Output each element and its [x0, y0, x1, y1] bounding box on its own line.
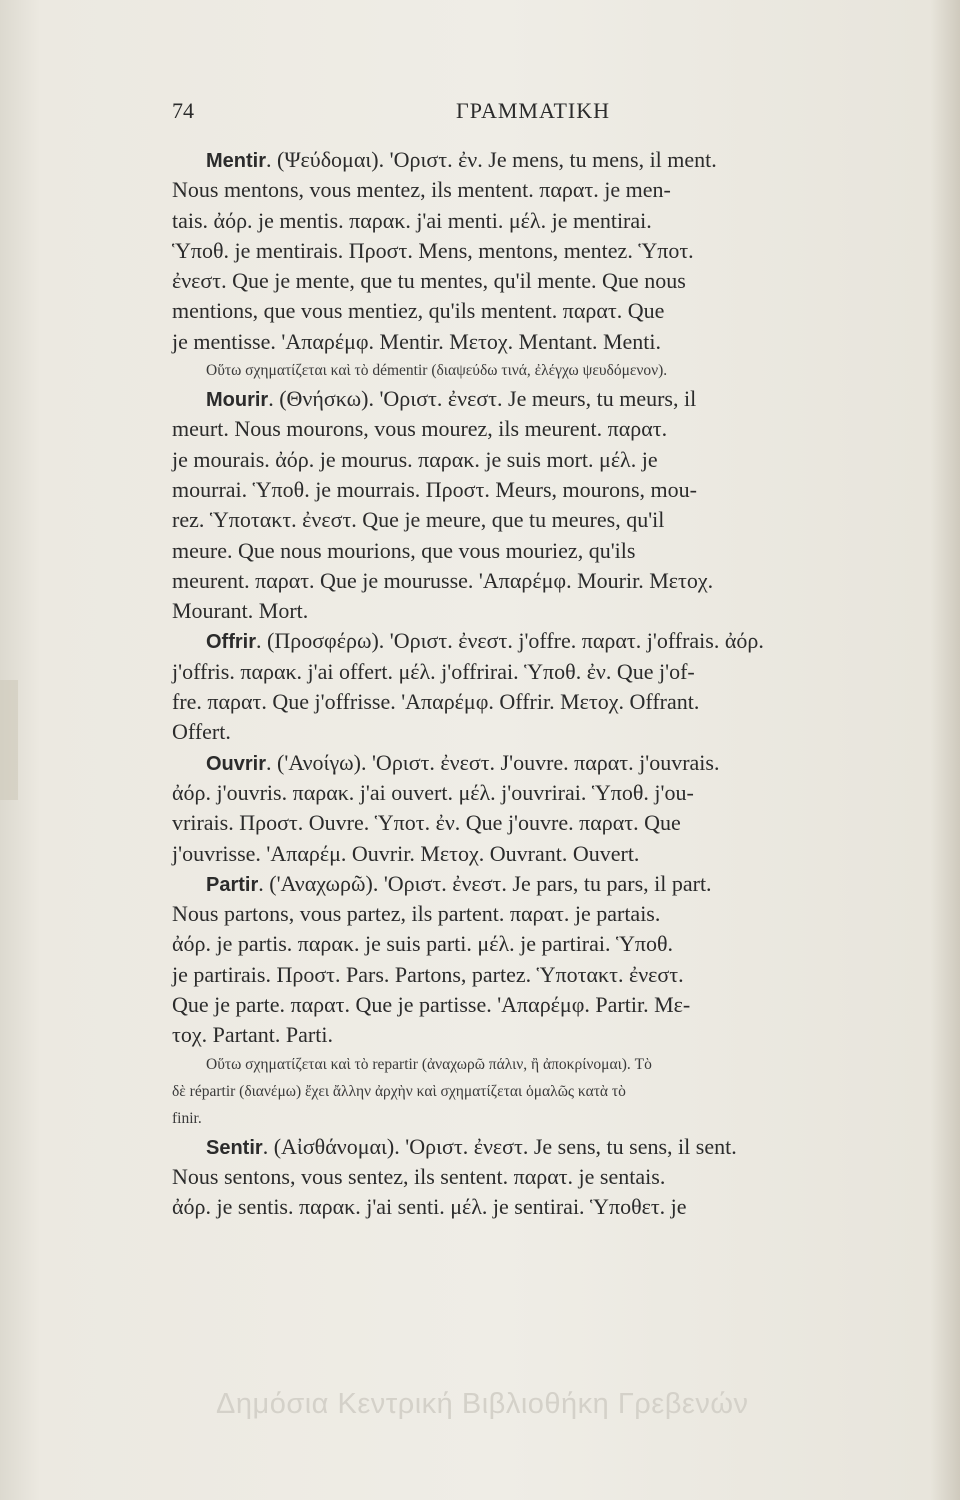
text-line: [172, 536, 924, 566]
text-line: [172, 475, 924, 505]
text-line: [172, 899, 924, 929]
entry-head-line: [172, 1132, 924, 1162]
text-line: [172, 778, 924, 808]
line-text: Mourant. Mort.: [172, 598, 309, 624]
entry-head-line: [172, 626, 924, 656]
entry-head-line: [172, 384, 924, 414]
line-text: . (Αἰσθάνομαι). 'Οριστ. ἐνεστ. Je sens, tu sens, il sent.: [262, 1133, 737, 1159]
text-line: [172, 505, 924, 535]
line-text: meurt. Nous mourons, vous mourez, ils meurent. παρατ.: [172, 416, 668, 442]
line-text: τοχ. Partant. Parti.: [172, 1022, 333, 1048]
line-text: . ('Ανοίγω). 'Οριστ. ἐνεστ. J'ouvre. παρατ. j'ouvrais.: [266, 749, 720, 775]
text-line: [172, 990, 924, 1020]
entry-head-line: [172, 145, 924, 175]
text-line: [172, 414, 924, 444]
entry-verb: Partir: [206, 873, 259, 896]
line-text: j'ouvrisse. 'Απαρέμ. Ouvrir. Μετοχ. Ouvrant. Ouvert.: [172, 840, 640, 866]
line-text: . (Θνήσκω). 'Οριστ. ἐνεστ. Je meurs, tu meurs, il: [268, 386, 697, 412]
text-line: [172, 327, 924, 357]
note-line: [172, 1051, 924, 1078]
text-line: [172, 1020, 924, 1050]
line-text: δὲ répartir (διανέμω) ἔχει ἄλλην ἀρχὴν καὶ σχηματίζεται ὁμαλῶς κατὰ τὸ: [172, 1082, 626, 1100]
text-line: [172, 929, 924, 959]
text-line: [172, 596, 924, 626]
line-text: mentions, que vous mentiez, qu'ils mentent. παρατ. Que: [172, 298, 665, 324]
page-number: 74: [172, 98, 194, 123]
entry-verb: Mentir: [206, 150, 266, 172]
text-line: [172, 566, 924, 596]
text-line: [172, 1192, 924, 1222]
line-text: ἐνεστ. Que je mente, que tu mentes, qu'il mente. Que nous: [172, 268, 686, 294]
text-line: [172, 236, 924, 266]
text-line: [172, 717, 924, 747]
line-text: Offert.: [172, 719, 231, 745]
line-text: vrirais. Προστ. Ouvre. Ὑποτ. ἐν. Que j'ouvre. παρατ. Que: [172, 810, 681, 836]
line-text: Nous partons, vous partez, ils partent. παρατ. je partais.: [172, 901, 661, 927]
entry-verb: Ouvrir: [206, 752, 267, 775]
page-header: [172, 98, 912, 128]
library-watermark: Δημόσια Κεντρική Βιβλιοθήκη Γρεβενών: [216, 1388, 749, 1420]
text-line: [172, 657, 924, 687]
line-text: rez. Ὑποτακτ. ἐνεστ. Que je meure, que tu meures, qu'il: [172, 507, 665, 533]
text-line: [172, 808, 924, 838]
line-text: fre. παρατ. Que j'offrisse. 'Απαρέμφ. Offrir. Μετοχ. Offrant.: [172, 689, 700, 715]
line-text: . (Ψεύδομαι). 'Οριστ. ἐν. Je mens, tu mens, il ment.: [266, 147, 717, 172]
line-text: Nous sentons, vous sentez, ils sentent. παρατ. je sentais.: [172, 1163, 666, 1189]
entry-verb: Sentir: [206, 1136, 263, 1159]
line-text: je mentisse. 'Απαρέμφ. Mentir. Μετοχ. Mentant. Menti.: [172, 328, 661, 354]
text-body: [172, 145, 924, 1223]
line-text: . ('Αναχωρῶ). 'Οριστ. ἐνεστ. Je pars, tu pars, il part.: [258, 870, 712, 896]
text-line: [172, 175, 924, 205]
running-head: ΓΡΑΜΜΑΤΙΚΗ: [456, 98, 610, 123]
note-line: [172, 1105, 924, 1132]
line-text: Ὑποθ. je mentirais. Προστ. Mens, mentons, mentez. Ὑποτ.: [172, 237, 694, 263]
entry-verb: Mourir: [206, 389, 269, 412]
line-text: finir.: [172, 1109, 202, 1127]
line-text: je mourais. ἀόρ. je mourus. παρακ. je suis mort. μέλ. je: [172, 446, 658, 472]
line-text: Οὕτω σχηματίζεται καὶ τὸ démentir (διαψεύδω τινά, ἐλέγχω ψευδόμενον).: [206, 362, 668, 380]
note-line: [172, 357, 924, 384]
line-text: Nous mentons, vous mentez, ils mentent. παρατ. je men-: [172, 177, 671, 203]
line-text: meurent. παρατ. Que je mourusse. 'Απαρέμφ. Mourir. Μετοχ.: [172, 567, 714, 593]
line-text: Οὕτω σχηματίζεται καὶ τὸ repartir (ἀναχωρῶ πάλιν, ἢ ἀποκρίνομαι). Τὸ: [206, 1055, 652, 1073]
line-text: meure. Que nous mourions, que vous mouriez, qu'ils: [172, 537, 636, 563]
note-line: [172, 1078, 924, 1105]
text-line: [172, 296, 924, 326]
text-line: [172, 266, 924, 296]
text-line: [172, 839, 924, 869]
text-line: [172, 206, 924, 236]
line-text: Que je parte. παρατ. Que je partisse. 'Απαρέμφ. Partir. Με-: [172, 992, 691, 1018]
line-text: ἀόρ. je partis. παρακ. je suis parti. μέλ. je partirai. Ὑποθ.: [172, 931, 674, 957]
line-text: je partirais. Προστ. Pars. Partons, partez. Ὑποτακτ. ἐνεστ.: [172, 961, 684, 987]
line-text: ἀόρ. j'ouvris. παρακ. j'ai ouvert. μέλ. j'ouvrirai. Ὑποθ. j'ou-: [172, 779, 694, 805]
line-text: tais. ἀόρ. je mentis. παρακ. j'ai menti. μέλ. je mentirai.: [172, 207, 652, 233]
line-text: . (Προσφέρω). 'Οριστ. ἐνεστ. j'offre. παρατ. j'offrais. ἀόρ.: [256, 628, 764, 654]
page-edge-stain: [0, 680, 18, 800]
entry-head-line: [172, 869, 924, 899]
line-text: j'offris. παρακ. j'ai offert. μέλ. j'offrirai. Ὑποθ. ἐν. Que j'of-: [172, 658, 695, 684]
line-text: mourrai. Ὑποθ. je mourrais. Προστ. Meurs, mourons, mou-: [172, 476, 697, 502]
entry-head-line: [172, 748, 924, 778]
text-line: [172, 445, 924, 475]
entry-verb: Offrir: [206, 631, 256, 654]
text-line: [172, 687, 924, 717]
text-line: [172, 1162, 924, 1192]
text-line: [172, 960, 924, 990]
line-text: ἀόρ. je sentis. παρακ. j'ai senti. μέλ. je sentirai. Ὑποθετ. je: [172, 1194, 687, 1220]
